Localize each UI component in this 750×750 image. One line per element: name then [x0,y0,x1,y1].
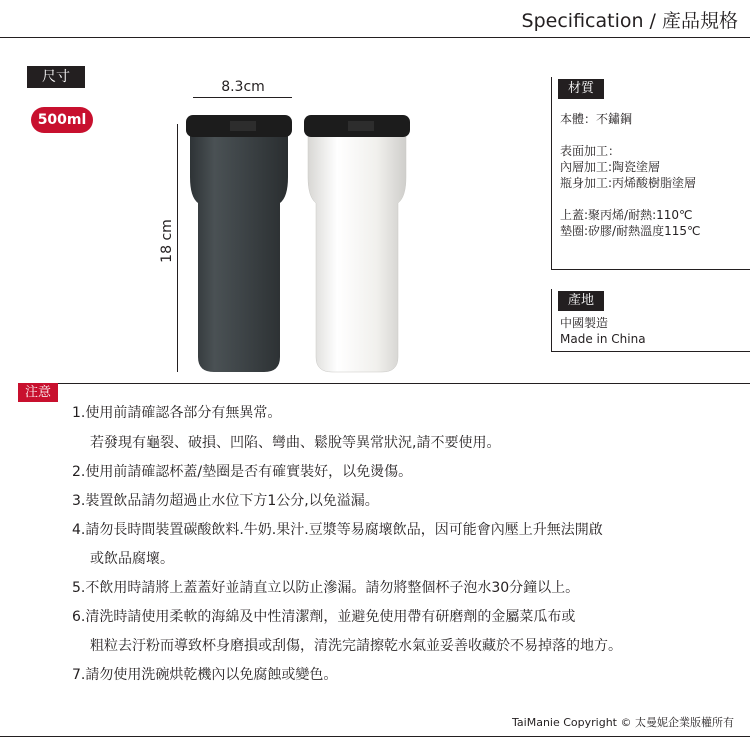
notice-line: 4.請勿長時間裝置碳酸飲料.牛奶.果汁.豆漿等易腐壞飲品，因可能會內壓上升無法開啟 [72,522,603,538]
size-tag: 尺寸 [27,66,85,88]
notice-line: 1.使用前請確認各部分有無異常。 [72,405,282,421]
notice-line: 若發現有龜裂、破損、凹陷、彎曲、鬆脫等異常狀況,請不要使用。 [90,435,501,451]
height-dimension-line [177,124,178,372]
height-dimension-label: 18 cm [159,219,175,263]
notice-line: 粗粒去汙粉而導致杯身磨損或刮傷，清洗完請擦乾水氣並妥善收藏於不易掉落的地方。 [90,638,622,654]
width-dimension-line [193,97,292,98]
origin-tag: 產地 [558,291,604,311]
dark-gray-tumbler [186,115,292,372]
origin-box [551,289,750,352]
notice-divider [18,383,750,384]
material-line: 表面加工： [560,144,621,158]
width-dimension-label: 8.3cm [221,79,265,95]
footer-copyright: TaiManie Copyright © 太曼妮企業版權所有 [512,716,734,729]
origin-line: Made in China [560,332,646,346]
material-line: 本體：不鏽鋼 [560,112,633,126]
notice-line: 5.不飲用時請將上蓋蓋好並請直立以防止滲漏。請勿將整個杯子泡水30分鐘以上。 [72,580,580,596]
material-tag: 材質 [558,79,604,99]
material-line: 墊圈:矽膠/耐熱溫度115℃ [560,224,701,238]
notice-line: 7.請勿使用洗碗烘乾機內以免腐蝕或變色。 [72,667,338,683]
notice-line: 2.使用前請確認杯蓋/墊圈是否有確實裝好，以免燙傷。 [72,464,413,480]
white-tumbler [304,115,410,372]
material-line: 瓶身加工:丙烯酸樹脂塗層 [560,176,697,190]
header-title: Specification / 產品規格 [521,10,738,32]
header-divider [0,37,750,38]
footer-divider [0,736,750,737]
material-line: 內層加工:陶瓷塗層 [560,160,661,174]
product-image [184,107,414,375]
notice-tag: 注意 [18,383,58,402]
material-line [560,191,750,207]
capacity-badge: 500ml [31,107,93,133]
origin-line: 中國製造 [560,316,609,330]
notice-line: 或飲品腐壞。 [90,551,174,567]
notice-line: 6.清洗時請使用柔軟的海綿及中性清潔劑，並避免使用帶有研磨劑的金屬菜瓜布或 [72,609,576,625]
material-box [551,77,750,270]
material-line [560,127,750,143]
notice-line: 3.裝置飲品請勿超過止水位下方1公分,以免溢漏。 [72,493,379,509]
material-line: 上蓋:聚丙烯/耐熱:110℃ [560,208,693,222]
